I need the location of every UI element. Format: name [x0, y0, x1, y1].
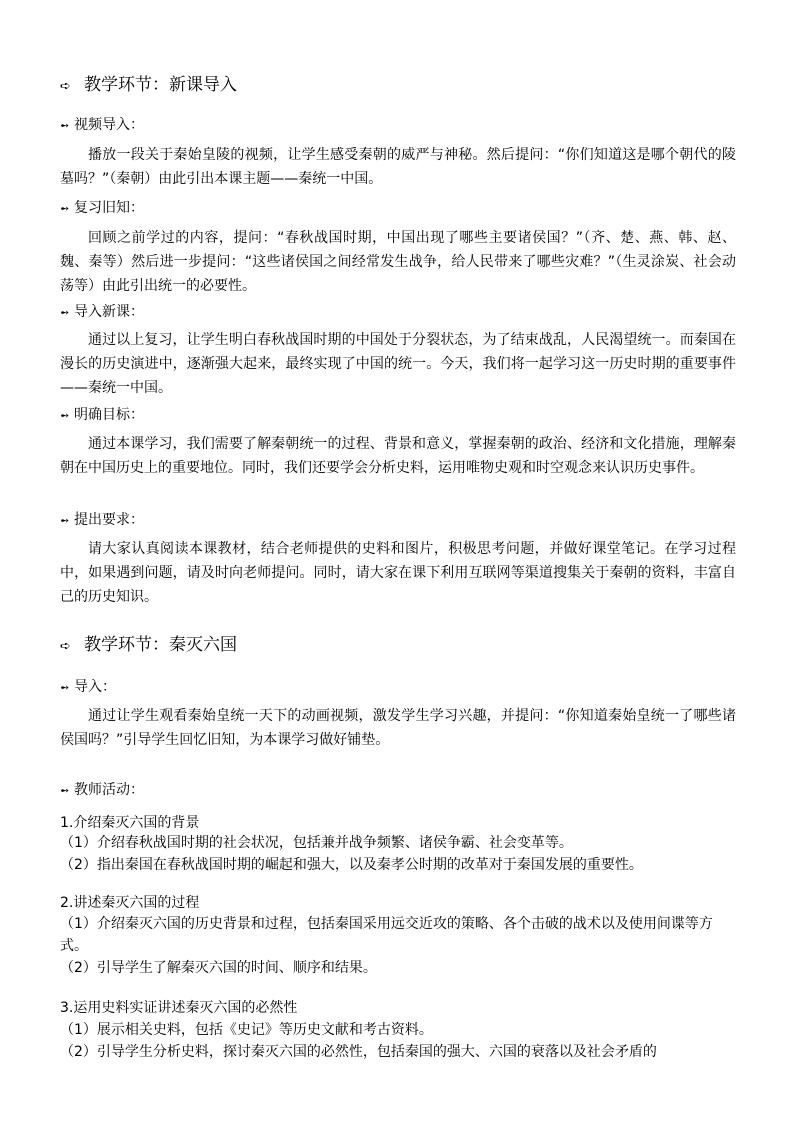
- activity-item: （1）介绍秦灭六国的历史背景和过程，包括秦国采用远交近攻的策略、各个击破的战术以及使用间谍等方式。: [60, 916, 713, 954]
- subheading-review: [60, 198, 144, 219]
- activity-item: （2）指出秦国在春秋战国时期的崛起和强大，以及秦孝公时期的改革对于秦国发展的重要性。: [60, 857, 643, 873]
- subheading-text: 导入：: [74, 679, 116, 695]
- activity-item: （2）引导学生了解秦灭六国的时间、顺序和结果。: [60, 960, 377, 976]
- subheading-video-intro: [60, 115, 144, 136]
- paragraph-new-lesson: 通过以上复习，让学生明白春秋战国时期的中国处于分裂状态，为了结束战乱，人民渴望统一。而秦国在漫长的历史演进中，逐渐强大起来，最终实现了中国的统一。今天，我们将一起学习这一历史时期的重要事件——秦统一中国。: [60, 332, 736, 396]
- activity-title: 3.运用史料实证讲述秦灭六国的必然性: [60, 1000, 298, 1016]
- bullet-arrow-icon: ➻: [60, 409, 70, 422]
- subheading-text: 提出要求：: [74, 512, 144, 528]
- subheading-text: 复习旧知：: [74, 200, 144, 216]
- bullet-arrow-icon: ➻: [60, 681, 70, 694]
- subheading-text: 视频导入：: [74, 117, 144, 133]
- bullet-arrow-icon: ➻: [60, 202, 70, 215]
- section-title-text: 教学环节：新课导入: [84, 75, 237, 95]
- bullet-arrow-icon: ➻: [60, 119, 70, 132]
- paragraph-requirements: 请大家认真阅读本课教材，结合老师提供的史料和图片，积极思考问题，并做好课堂笔记。在学习过程中，如果遇到问题，请及时向老师提问。同时，请大家在课下利用互联网等渠道搜集关于秦朝的资料，丰富自己的历史知识。: [60, 541, 736, 605]
- bullet-arrow-icon: ➻: [60, 306, 70, 319]
- bullet-arrow-icon: ➻: [60, 514, 70, 527]
- paragraph-lead-in: 通过让学生观看秦始皇统一天下的动画视频，激发学生学习兴趣，并提问：“你知道秦始皇统一了哪些诸侯国吗？”引导学生回忆旧知，为本课学习做好铺垫。: [60, 708, 736, 748]
- subheading-goals: [60, 405, 144, 426]
- subheading-lead-in: [60, 677, 116, 698]
- section-title-intro: [60, 74, 237, 98]
- subheading-new-lesson: [60, 302, 144, 323]
- section-title-text: 教学环节：秦灭六国: [84, 635, 237, 655]
- subheading-text: 明确目标：: [74, 407, 144, 423]
- paragraph-video-intro: 播放一段关于秦始皇陵的视频，让学生感受秦朝的威严与神秘。然后提问：“你们知道这是哪个朝代的陵墓吗？”（秦朝）由此引出本课主题——秦统一中国。: [60, 147, 736, 187]
- subheading-teacher-activities: [60, 780, 144, 801]
- subheading-text: 教师活动：: [74, 782, 144, 798]
- paragraph-goals: 通过本课学习，我们需要了解秦朝统一的过程、背景和意义，掌握秦朝的政治、经济和文化措施，理解秦朝在中国历史上的重要地位。同时，我们还要学会分析史料，运用唯物史观和时空观念来认识历史事件。: [60, 436, 736, 476]
- arrow-icon: ➪: [60, 639, 71, 654]
- subheading-text: 导入新课：: [74, 304, 144, 320]
- activity-item: （1）介绍春秋战国时期的社会状况，包括兼并战争频繁、诸侯争霸、社会变革等。: [60, 835, 573, 851]
- paragraph-review: 回顾之前学过的内容，提问：“春秋战国时期，中国出现了哪些主要诸侯国？”（齐、楚、燕、韩、赵、魏、秦等）然后进一步提问：“这些诸侯国之间经常发生战争，给人民带来了哪些灾难？”（生灵涂炭、社会动荡等）由此引出统一的必要性。: [60, 230, 736, 294]
- activity-item: （2）引导学生分析史料，探讨秦灭六国的必然性，包括秦国的强大、六国的衰落以及社会矛盾的: [60, 1044, 657, 1060]
- arrow-icon: ➪: [60, 79, 71, 94]
- subheading-requirements: [60, 510, 144, 531]
- bullet-arrow-icon: ➻: [60, 784, 70, 797]
- activity-title: 1.介绍秦灭六国的背景: [60, 815, 200, 831]
- activity-item: （1）展示相关史料，包括《史记》等历史文献和考古资料。: [60, 1022, 433, 1038]
- section-title-conquest: [60, 634, 237, 658]
- activity-title: 2.讲述秦灭六国的过程: [60, 895, 200, 911]
